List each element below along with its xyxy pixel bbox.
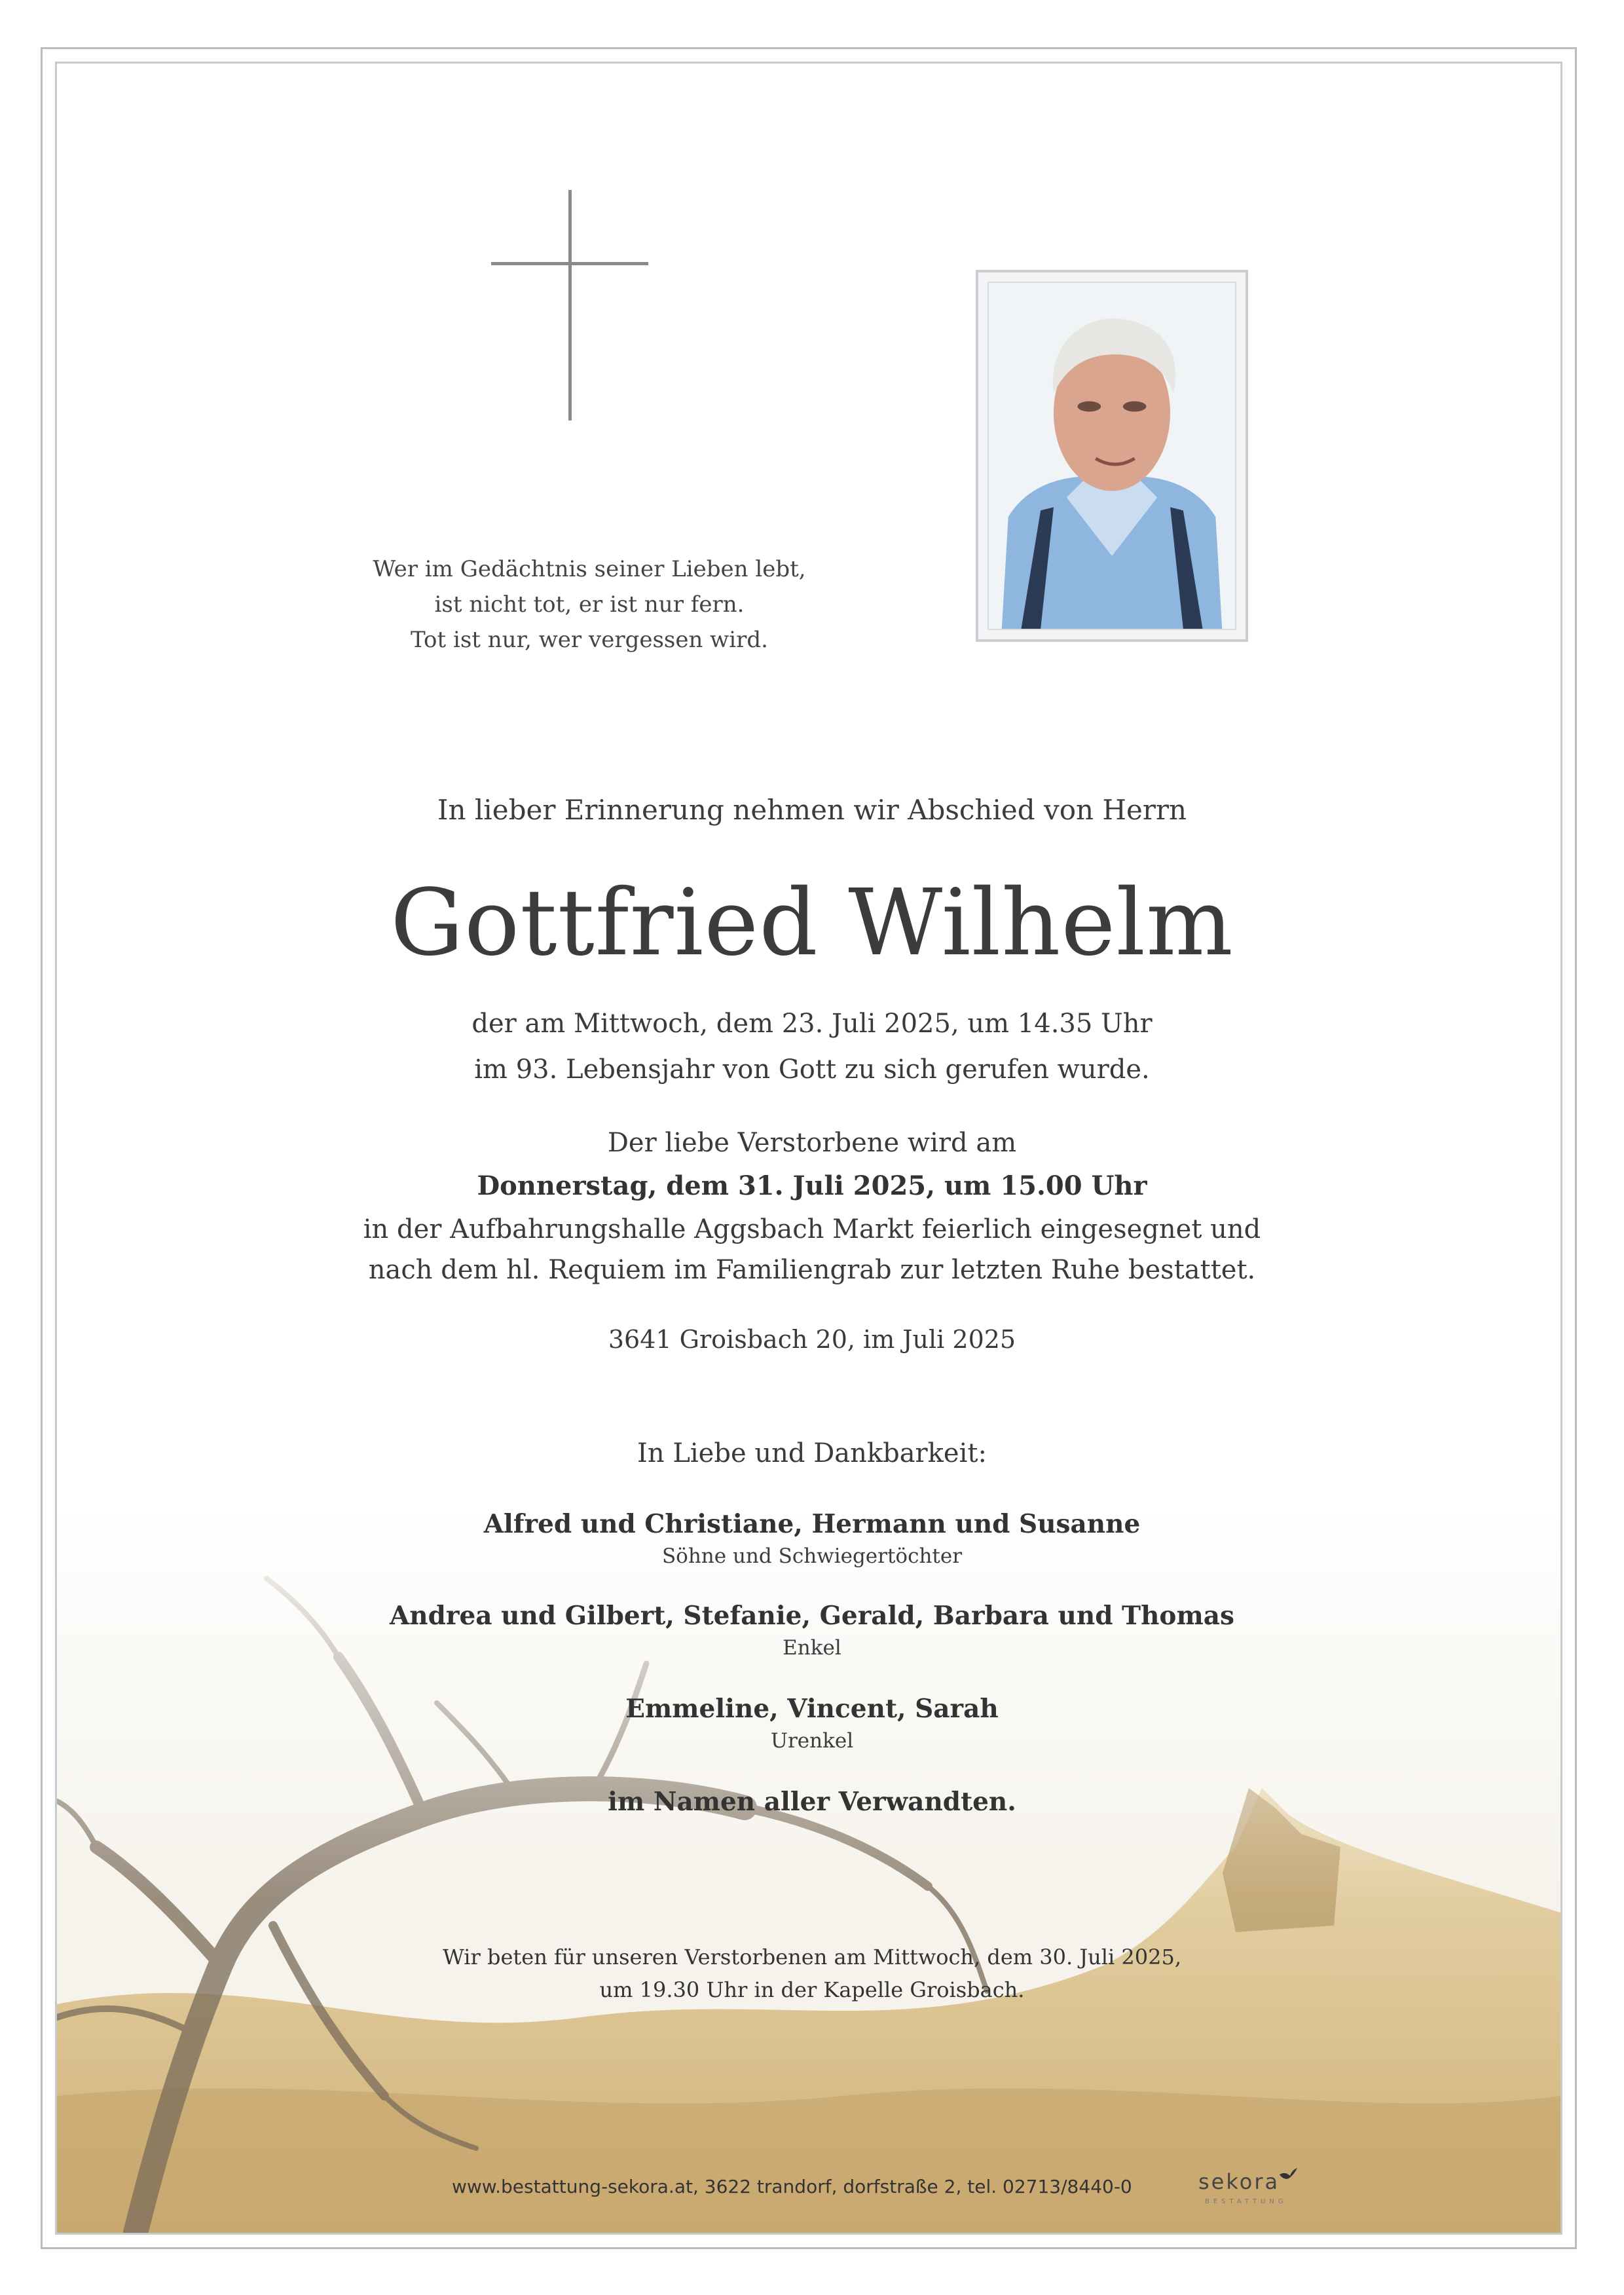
place-date: 3641 Groisbach 20, im Juli 2025 [608,1325,1016,1354]
quote-line-1: Wer im Gedächtnis seiner Lieben lebt, [373,556,806,582]
cross-icon [491,190,648,420]
deceased-name: Gottfried Wilhelm [390,870,1234,977]
mourner-names-1: Alfred und Christiane, Hermann und Susanne [483,1509,1141,1539]
death-line-2: im 93. Lebensjahr von Gott zu sich gerufen wurde. [474,1054,1150,1085]
mourner-relation-3: Urenkel [770,1729,854,1753]
sekora-logo-subtitle: BESTATTUNG [1205,2198,1287,2205]
intro-line: In lieber Erinnerung nehmen wir Abschied von Herrn [437,794,1187,826]
prayer-line-1: Wir beten für unseren Verstorbenen am Mittwoch, dem 30. Juli 2025, [442,1945,1182,1969]
mourner-names-2: Andrea und Gilbert, Stefanie, Gerald, Barbara und Thomas [390,1601,1234,1631]
mourner-relation-2: Enkel [783,1636,841,1660]
death-line-1: der am Mittwoch, dem 23. Juli 2025, um 14.35 Uhr [471,1009,1153,1039]
portrait-photo [976,270,1248,642]
mourner-names-3: Emmeline, Vincent, Sarah [625,1694,999,1724]
funeral-line-3: in der Aufbahrungshalle Aggsbach Markt feierlich eingesegnet und [363,1214,1261,1244]
quote-line-2: ist nicht tot, er ist nur fern. [434,591,745,618]
funeral-date: Donnerstag, dem 31. Juli 2025, um 15.00 Uhr [477,1170,1147,1201]
memorial-quote [262,551,917,658]
mourner-relation-1: Söhne und Schwiegertöchter [661,1544,963,1568]
funeral-line-4: nach dem hl. Requiem im Familiengrab zur letzten Ruhe bestattet. [368,1255,1256,1285]
mourners-closing: im Namen aller Verwandten. [608,1787,1016,1817]
bird-icon [1278,2165,1298,2181]
quote-line-3: Tot ist nur, wer vergessen wird. [411,627,768,653]
prayer-line-2: um 19.30 Uhr in der Kapelle Groisbach. [599,1977,1025,2002]
footer-contact: www.bestattung-sekora.at, 3622 trandorf, dorfstraße 2, tel. 02713/8440-0 [452,2176,1132,2197]
funeral-line-1: Der liebe Verstorbene wird am [607,1128,1017,1158]
sekora-logo: sekora [1198,2169,1280,2194]
mourners-heading: In Liebe und Dankbarkeit: [637,1438,987,1468]
